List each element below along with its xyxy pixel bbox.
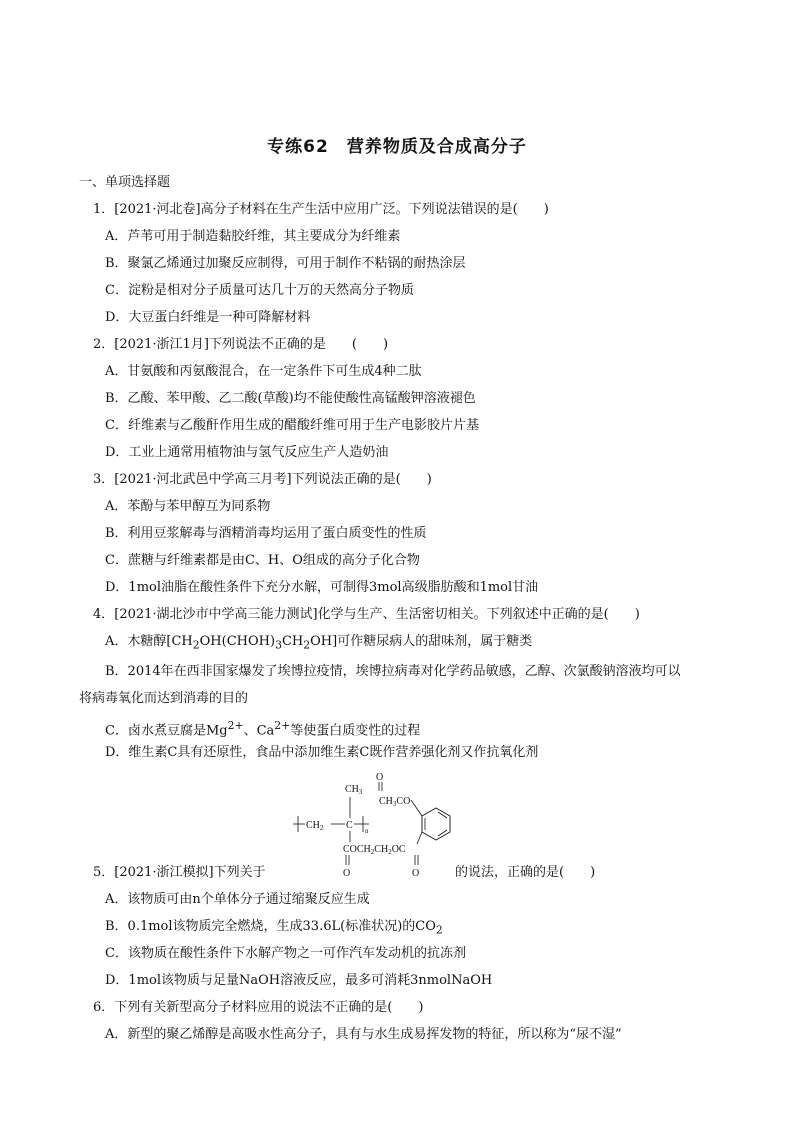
polymer-structure-diagram bbox=[293, 770, 463, 878]
question-4-option-b-line1: B．2014年在西非国家爆发了埃博拉疫情，埃博拉病毒对化学药品敏感，乙醇、次氯酸钠溶液均可以 bbox=[105, 664, 681, 679]
question-3-option-b: B．利用豆浆解毒与酒精消毒均运用了蛋白质变性的性质 bbox=[105, 526, 427, 541]
benzene-ring bbox=[422, 808, 450, 840]
structure-ester-chain: $COCH_2CH_2OC$ bbox=[343, 844, 406, 856]
question-5-option-d: D．1mol该物质与足量NaOH溶液反应，最多可消耗3nmolNaOH bbox=[105, 973, 493, 988]
question-1-option-a: A．芦苇可用于制造黏胶纤维，其主要成分为纤维素 bbox=[105, 229, 401, 244]
structure-acetyl: $CH_3CO$ bbox=[379, 796, 411, 808]
question-3-option-d: D．1mol油脂在酸性条件下充分水解，可制得3mol高级脂肪酸和1mol甘油 bbox=[105, 580, 539, 595]
page-title: 专练62 营养物质及合成高分子 bbox=[267, 137, 527, 157]
question-4-option-a: A．木糖醇$[CH_2OH(CHOH)_3CH_2OH]$可作糖尿病人的甜味剂，属于糖类 bbox=[105, 634, 533, 652]
question-1-option-d: D．大豆蛋白纤维是一种可降解材料 bbox=[105, 310, 311, 325]
question-5-option-b: B．0.1mol该物质完全燃烧，生成33.6L(标准状况)的$CO_2$ bbox=[105, 919, 443, 937]
structure-chain-carbon: C bbox=[346, 820, 353, 831]
question-1-option-b: B．聚氯乙烯通过加聚反应制得，可用于制作不粘锅的耐热涂层 bbox=[105, 256, 466, 271]
question-5-stem-suffix: 的说法，正确的是( ) bbox=[455, 865, 596, 880]
question-2-option-d: D．工业上通常用植物油与氢气反应生产人造奶油 bbox=[105, 445, 389, 460]
question-2-option-c: C．纤维素与乙酸酐作用生成的醋酸纤维可用于生产电影胶片片基 bbox=[105, 418, 479, 433]
question-1-stem: 1．[2021·河北卷]高分子材料在生产生活中应用广泛。下列说法错误的是( ) bbox=[93, 202, 549, 217]
structure-o-bottom-1: O bbox=[343, 868, 351, 878]
question-1-option-c: C．淀粉是相对分子质量可达几十万的天然高分子物质 bbox=[105, 283, 414, 298]
question-4-option-c: C．卤水煮豆腐是$Mg^{2+}$、$Ca^{2+}$等使蛋白质变性的过程 bbox=[105, 719, 421, 739]
question-4-stem: 4．[2021·湖北沙市中学高三能力测试]化学与生产、生活密切相关。下列叙述中正确的是( ) bbox=[93, 607, 640, 622]
question-3-option-a: A．苯酚与苯甲醇互为同系物 bbox=[105, 499, 271, 514]
question-4-option-d: D．维生素C具有还原性，食品中添加维生素C既作营养强化剂又作抗氧化剂 bbox=[105, 745, 539, 760]
question-3-stem: 3．[2021·河北武邑中学高三月考]下列说法正确的是( ) bbox=[93, 472, 432, 487]
question-6-option-a: A．新型的聚乙烯醇是高吸水性高分子，具有与水生成易挥发物的特征，所以称为“尿不湿” bbox=[105, 1027, 622, 1042]
structure-n: n bbox=[365, 827, 369, 835]
question-6-stem: 6．下列有关新型高分子材料应用的说法不正确的是( ) bbox=[93, 1000, 424, 1015]
question-5-stem-prefix: 5．[2021·浙江模拟]下列关于 bbox=[93, 865, 266, 880]
structure-o-top: O bbox=[376, 772, 384, 783]
question-5-option-a: A．该物质可由n个单体分子通过缩聚反应生成 bbox=[105, 892, 370, 907]
question-2-option-b: B．乙酸、苯甲酸、乙二酸(草酸)均不能使酸性高锰酸钾溶液褪色 bbox=[105, 391, 476, 406]
section-heading: 一、单项选择题 bbox=[79, 175, 171, 190]
question-2-stem: 2．[2021·浙江1月]下列说法不正确的是 ( ) bbox=[93, 337, 389, 352]
structure-chain: $CH_2$ bbox=[306, 820, 324, 832]
structure-ch3: $CH_3$ bbox=[345, 784, 363, 796]
question-4-option-b-line2: 将病毒氧化而达到消毒的目的 bbox=[79, 691, 249, 706]
question-2-option-a: A．甘氨酸和丙氨酸混合，在一定条件下可生成4种二肽 bbox=[105, 364, 422, 379]
question-3-option-c: C．蔗糖与纤维素都是由C、H、O组成的高分子化合物 bbox=[105, 553, 420, 568]
question-5-option-c: C．该物质在酸性条件下水解产物之一可作汽车发动机的抗冻剂 bbox=[105, 946, 466, 961]
structure-o-bottom-2: O bbox=[412, 868, 420, 878]
